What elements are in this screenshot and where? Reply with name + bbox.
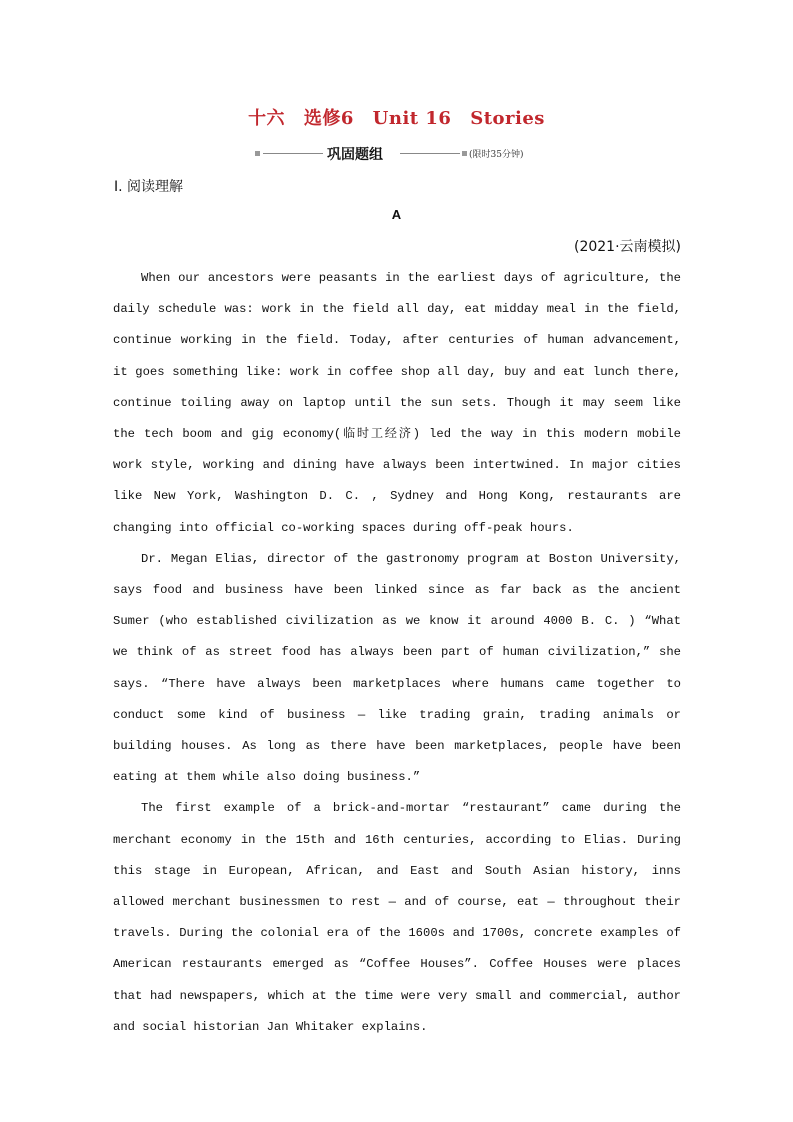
banner-time-note: (限时35分钟) — [469, 150, 524, 160]
paragraph-1: When our ancestors were peasants in the earliest days of agriculture, the daily schedule was: work in the field all day, eat midday meal in the field, continue working in the field. Today, after centuries of human advancement, it goes something like: work in coffee shop all day, buy and eat lunch there, continue toiling away on laptop until the sun sets. Though it may seem like the tech boom and gig economy(临时工经济) led the way in this modern mobile work style, working and dining have always been intertwined. In major cities like New York, Washington D. C. , Sydney and Hong Kong, restaurants are changing into official co-working spaces during off-peak hours. — [113, 271, 681, 535]
banner-right-line — [400, 153, 460, 154]
banner-right-dot — [462, 151, 467, 156]
banner-label: 巩固题组 — [327, 147, 383, 163]
paragraph-3: The first example of a brick-and-mortar “restaurant” came during the merchant economy in the 15th and 16th centuries, according to Elias. During this stage in European, African, and East and South Asian history, inns allowed merchant businessmen to rest — and of course, eat — throughout their travels. During the colonial era of the 1600s and 1700s, concrete examples of American restaurants emerged as “Coffee Houses”. Coffee Houses were places that had newspapers, which at the time were very small and commercial, author and social historian Jan Whitaker explains. — [113, 801, 681, 1034]
section-heading: Ⅰ. 阅读理解 — [114, 179, 184, 195]
title-number: 十六 — [248, 108, 286, 129]
passage-letter: A — [391, 207, 402, 222]
title-unit: Unit 16 — [372, 108, 452, 129]
exercise-banner — [255, 144, 555, 164]
banner-left-line — [263, 153, 323, 154]
title-module: 选修6 — [303, 108, 354, 129]
passage-source: (2021·云南模拟) — [573, 239, 681, 255]
page-title — [0, 104, 793, 130]
paragraph-2: Dr. Megan Elias, director of the gastronomy program at Boston University, says food and business have been linked since as far back as the ancient Sumer (who established civilization as we know it around 4000 B. C. ) “What we think of as street food has always been part of human civilization,” she says. “There have always been marketplaces where humans came together to conduct some kind of business — like trading grain, trading animals or building houses. As long as there have been marketplaces, people have been eating at them while also doing business.” — [113, 551, 681, 785]
passage-body — [113, 263, 681, 1043]
title-topic: Stories — [470, 108, 545, 129]
banner-left-dot — [255, 151, 260, 156]
